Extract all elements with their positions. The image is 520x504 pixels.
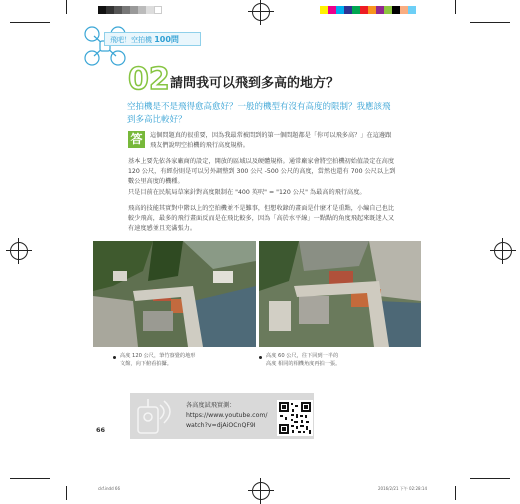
paragraph: 只是目前在民航局草案針對高度限制在 "400 英呎" = "120 公尺" 為最高的飛行高度。 bbox=[128, 189, 366, 196]
aerial-photo-60m bbox=[259, 241, 421, 347]
photo-caption: 高度 120 公尺，筆竹寮覺的地形 文館，向下俯看拍攝。 bbox=[120, 353, 196, 367]
crop-mark bbox=[455, 0, 456, 14]
question-number: 02 bbox=[128, 62, 170, 97]
crop-mark bbox=[66, 486, 67, 500]
registration-mark bbox=[252, 482, 270, 500]
crop-mark bbox=[10, 22, 50, 23]
crop-mark bbox=[470, 22, 510, 23]
crop-mark bbox=[470, 478, 510, 479]
registration-mark bbox=[10, 242, 28, 260]
question-text: 空拍機是不是飛得愈高愈好？一般的機型有沒有高度的限制？我應該飛到多高比較好？ bbox=[127, 102, 391, 125]
crop-mark bbox=[66, 0, 67, 14]
registration-mark bbox=[494, 242, 512, 260]
drone-icon bbox=[134, 397, 178, 437]
answer-badge: 答 bbox=[128, 131, 145, 148]
photo-caption: 高度 60 公尺，往下回到一半的 高度 相同的相機角度再拍一張。 bbox=[266, 353, 341, 367]
crop-mark bbox=[455, 486, 456, 500]
caption-bullet bbox=[259, 356, 262, 359]
page-title: 請問我可以飛到多高的地方？ bbox=[170, 76, 340, 91]
aerial-photo-120m bbox=[93, 241, 256, 347]
paragraph: 這個問題真的很重要，因為我最常被問到的第一個問題都是「你可以飛多高？」在這邊跟飛友們說明空拍機的飛行高度規格。 bbox=[150, 132, 392, 149]
drone-icon bbox=[80, 22, 130, 70]
paragraph: 飛高的技能其實對中階以上的空拍機並不是難事，但想收錄的畫面是什麼才是重點，小編自己也比較少飛高，最多的飛行畫面反而是在飛比較多，因為「高於水平線」一點點的角度飛起來既迷人又有速度感並且充滿張力。 bbox=[128, 205, 395, 232]
crop-mark bbox=[10, 478, 50, 479]
book-title: 飛吧！空拍機 100問 bbox=[110, 35, 179, 44]
footer-date: 2016/2/21 下午 02:28:14 bbox=[378, 486, 428, 491]
caption-bullet bbox=[113, 356, 116, 359]
registration-mark bbox=[252, 3, 270, 21]
paragraph: 基本上要先依各家廠商的設定，開放的區域以及硬體規格。通常廠家會將空拍機初始值設定在高度 120 公尺，有經份則是可以另外調整到 300 公尺 -500 公尺的高度，當然也還有 700 公尺以上到數公里高度的機種。 bbox=[128, 158, 396, 185]
page-number: 66 bbox=[96, 426, 106, 434]
qr-code bbox=[277, 400, 313, 436]
video-link-text: 各高度試飛實測： https://www.youtube.com/ watch?v=djAiOCnQF9I bbox=[186, 402, 268, 429]
footer-file: ckf.indd 66 bbox=[98, 486, 120, 491]
